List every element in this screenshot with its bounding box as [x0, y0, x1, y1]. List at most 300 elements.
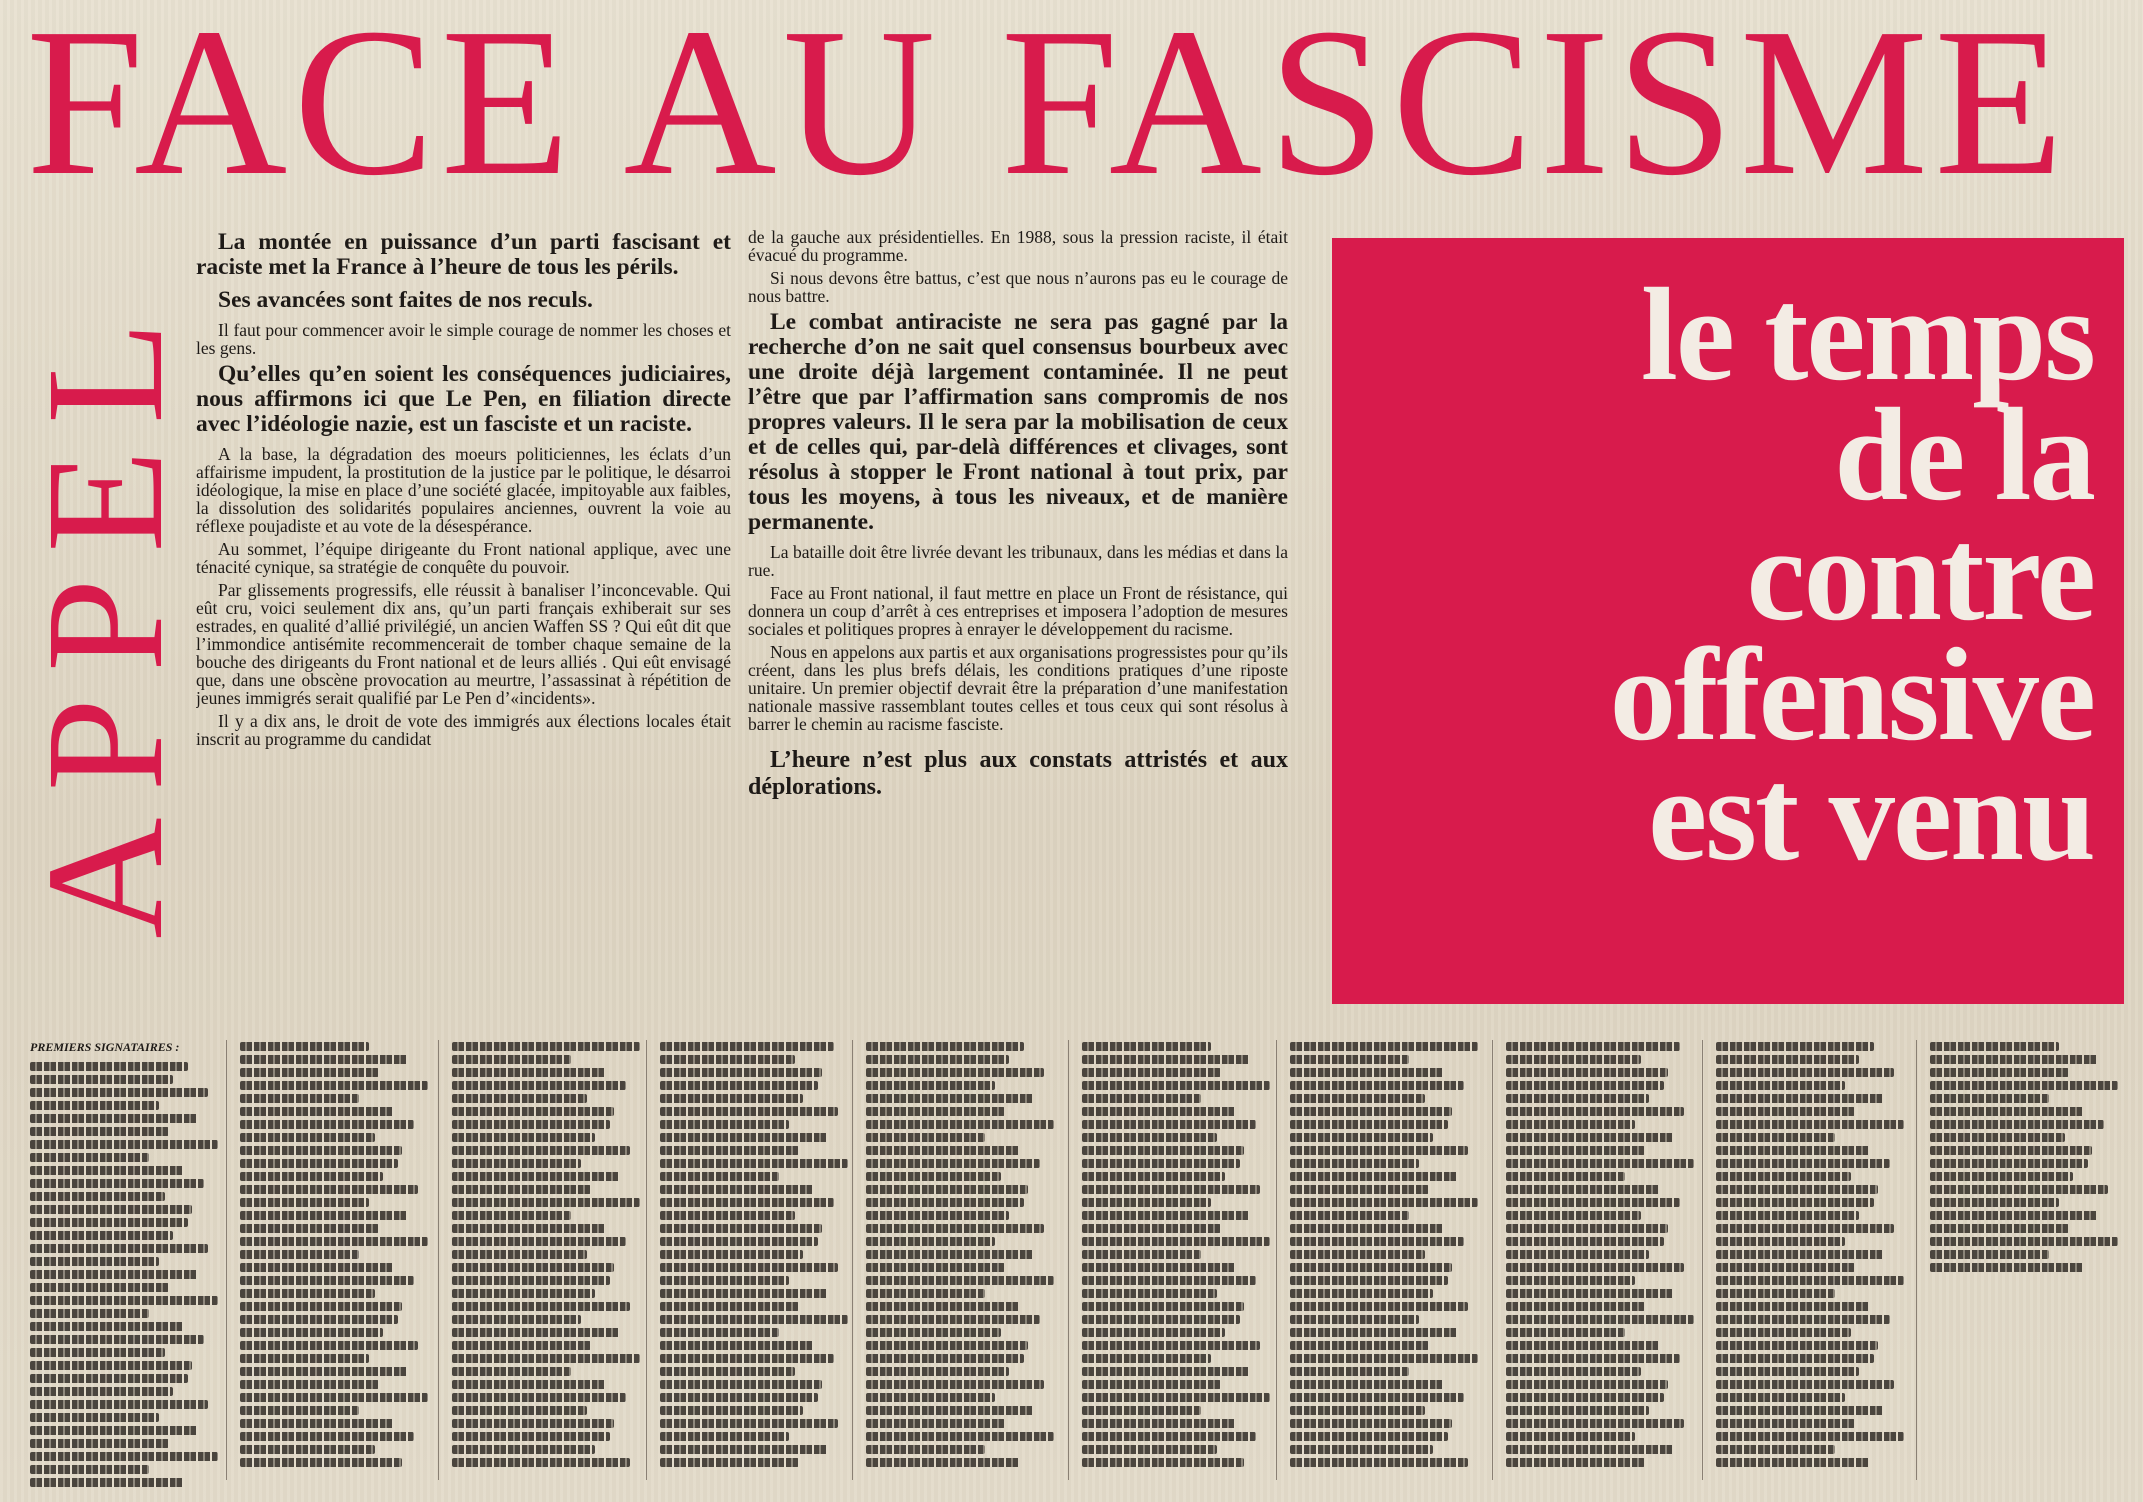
signatory-line: [30, 1374, 188, 1383]
signatory-line: [1716, 1393, 1845, 1402]
signatory-line: [660, 1380, 822, 1389]
signatory-line: [866, 1432, 1054, 1441]
signatory-line: [866, 1328, 1001, 1337]
signatory-line: [240, 1328, 383, 1337]
signatory-line: [240, 1341, 418, 1350]
signatory-line: [1930, 1120, 2104, 1129]
signatory-line: [1506, 1406, 1649, 1415]
signatory-line: [866, 1107, 1005, 1116]
signatory-line: [1716, 1133, 1835, 1142]
signatory-line: [1930, 1068, 2069, 1077]
signatory-line: [1082, 1432, 1256, 1441]
signatory-line: [1716, 1172, 1851, 1181]
signatory-line: [1716, 1354, 1874, 1363]
signatory-line: [1082, 1445, 1217, 1454]
signatory-line: [1506, 1445, 1674, 1454]
signatory-line: [1290, 1419, 1452, 1428]
signatory-line: [240, 1289, 375, 1298]
signatory-line: [1290, 1094, 1425, 1103]
signatory-line: [1930, 1055, 2098, 1064]
column-divider: [646, 1040, 647, 1480]
signatory-line: [240, 1068, 379, 1077]
signatory-line: [1930, 1237, 2118, 1246]
signatory-line: [1930, 1224, 2069, 1233]
signatory-line: [660, 1458, 799, 1467]
signatory-line: [660, 1302, 799, 1311]
signatory-line: [866, 1081, 995, 1090]
signatory-line: [452, 1276, 610, 1285]
signatory-line: [866, 1354, 1024, 1363]
signatories-column: [1082, 1042, 1280, 1482]
signatory-line: [660, 1159, 848, 1168]
signatory-line: [1290, 1224, 1444, 1233]
signatory-line: [240, 1458, 402, 1467]
signatory-line: [1290, 1328, 1458, 1337]
signatory-line: [240, 1432, 414, 1441]
signatory-line: [1716, 1341, 1878, 1350]
signatory-line: [1506, 1380, 1668, 1389]
signatory-line: [452, 1081, 626, 1090]
signatory-line: [452, 1445, 595, 1454]
signatory-line: [660, 1276, 789, 1285]
signatory-line: [240, 1211, 408, 1220]
signatory-line: [1082, 1055, 1250, 1064]
signatory-line: [240, 1406, 359, 1415]
signatory-line: [1930, 1211, 2098, 1220]
signatory-line: [660, 1094, 803, 1103]
signatory-line: [866, 1146, 1020, 1155]
signatory-line: [1716, 1211, 1859, 1220]
signatory-line: [1716, 1042, 1874, 1051]
signatory-line: [30, 1166, 184, 1175]
signatory-line: [660, 1146, 799, 1155]
paragraph: L’heure n’est plus aux constats attristés et aux déplorations.: [748, 747, 1288, 800]
signatory-line: [30, 1322, 184, 1331]
signatory-line: [1506, 1419, 1684, 1428]
signatory-line: [240, 1081, 428, 1090]
signatory-line: [452, 1341, 591, 1350]
signatory-line: [452, 1328, 620, 1337]
signatory-line: [452, 1380, 606, 1389]
signatory-line: [30, 1400, 208, 1409]
signatory-line: [30, 1244, 208, 1253]
signatory-line: [1082, 1107, 1236, 1116]
column-divider: [852, 1040, 853, 1480]
signatory-line: [866, 1172, 1001, 1181]
signatory-line: [240, 1185, 418, 1194]
signatory-line: [660, 1198, 834, 1207]
signatory-line: [1082, 1341, 1260, 1350]
signatory-line: [30, 1088, 208, 1097]
column-divider: [1702, 1040, 1703, 1480]
signatory-line: [240, 1419, 394, 1428]
signatory-line: [1082, 1237, 1270, 1246]
signatory-line: [866, 1276, 1054, 1285]
column-divider: [1068, 1040, 1069, 1480]
signatory-line: [866, 1406, 1034, 1415]
signatory-line: [1290, 1315, 1419, 1324]
signatory-line: [452, 1094, 587, 1103]
signatory-line: [30, 1205, 192, 1214]
paragraph: Par glissements progressifs, elle réussit à banaliser l’inconcevable. Qui eût cru, voici seulement dix ans, qu’un parti français exhiberait sur ses estrades, en qualité d’allié privilégié, un ancien Waffen SS ? Qui eût dit que l’immondice antisémite recommencerait de tomber chaque semaine de la bouche des dirigeants du Front national et de leurs alliés . Qui eût envisagé que, dans une obscène provocation au meurtre, l’assassinat à répétition de jeunes immigrés serait qualifié par Le Pen d’«incidents».: [196, 580, 731, 708]
vertical-title: APPEL: [12, 295, 198, 939]
column-divider: [1916, 1040, 1917, 1480]
signatory-line: [452, 1042, 640, 1051]
signatory-line: [1290, 1432, 1448, 1441]
signatory-line: [1506, 1133, 1674, 1142]
paragraph: La bataille doit être livrée devant les tribunaux, dans les médias et dans la rue.: [748, 542, 1288, 580]
signatory-line: [452, 1367, 571, 1376]
signatory-line: [30, 1179, 204, 1188]
signatory-line: [1506, 1289, 1674, 1298]
signatory-line: [1082, 1380, 1221, 1389]
signatory-line: [1082, 1120, 1256, 1129]
signatory-line: [660, 1328, 779, 1337]
signatory-line: [452, 1237, 626, 1246]
signatory-line: [1716, 1094, 1884, 1103]
signatory-line: [30, 1413, 159, 1422]
signatory-line: [30, 1101, 159, 1110]
signatory-line: [1930, 1107, 2084, 1116]
signatory-line: [30, 1075, 173, 1084]
signatory-line: [1716, 1224, 1894, 1233]
signatory-line: [30, 1153, 149, 1162]
signatory-line: [1716, 1198, 1874, 1207]
signatory-line: [866, 1380, 1044, 1389]
signatory-line: [240, 1107, 394, 1116]
signatory-line: [240, 1393, 428, 1402]
signatory-line: [660, 1081, 818, 1090]
signatory-line: [1506, 1224, 1668, 1233]
signatory-line: [1716, 1185, 1878, 1194]
signatory-line: [1290, 1159, 1419, 1168]
signatory-line: [240, 1367, 408, 1376]
paragraph: Face au Front national, il faut mettre en place un Front de résistance, qui donnera un coup d’arrêt à ces entreprises et imposera l’adoption de mesures sociales et politiques propres à enrayer le développement du racisme.: [748, 583, 1288, 639]
signatory-line: [1506, 1172, 1625, 1181]
signatory-line: [1290, 1120, 1448, 1129]
signatory-line: [1716, 1458, 1870, 1467]
signatory-line: [660, 1133, 828, 1142]
signatory-line: [452, 1068, 606, 1077]
signatory-line: [1290, 1133, 1433, 1142]
signatory-line: [866, 1094, 1034, 1103]
slogan-box: [1332, 238, 2124, 1004]
paragraph: Nous en appelons aux partis et aux organisations progressistes pour qu’ils créent, dans les plus brefs délais, les conditions pratiques d’une riposte unitaire. Un premier objectif devrait être la préparation d’une manifestation nationale massive rassemblant toutes celles et tous ceux qui sont résolus à barrer le chemin au racisme fasciste.: [748, 642, 1288, 734]
signatory-line: [1082, 1198, 1211, 1207]
signatory-line: [452, 1263, 614, 1272]
signatory-line: [1716, 1263, 1855, 1272]
signatory-line: [1506, 1328, 1625, 1337]
signatory-line: [1716, 1081, 1845, 1090]
paragraph: La montée en puissance d’un parti fascisant et raciste met la France à l’heure de tous les périls.: [196, 230, 731, 280]
signatory-line: [1082, 1133, 1217, 1142]
signatory-line: [452, 1393, 626, 1402]
signatory-line: [240, 1146, 402, 1155]
signatory-line: [30, 1348, 165, 1357]
signatory-line: [1290, 1055, 1409, 1064]
signatory-line: [240, 1354, 369, 1363]
signatory-line: [660, 1315, 848, 1324]
signatories-column: [660, 1042, 858, 1482]
signatory-line: [240, 1159, 398, 1168]
signatory-line: [1082, 1250, 1201, 1259]
signatories-column: [1930, 1042, 2128, 1482]
signatories-column: [452, 1042, 650, 1482]
paragraph: Si nous devons être battus, c’est que nous n’aurons pas eu le courage de nous battre.: [748, 268, 1288, 306]
signatory-line: [1506, 1068, 1668, 1077]
signatory-line: [1082, 1094, 1201, 1103]
signatory-line: [1930, 1133, 2065, 1142]
signatory-line: [452, 1055, 571, 1064]
signatory-line: [30, 1140, 218, 1149]
signatory-line: [1716, 1120, 1904, 1129]
paragraph: de la gauche aux présidentielles. En 1988, sous la pression raciste, il était évacué du programme.: [748, 228, 1288, 265]
signatory-line: [30, 1231, 173, 1240]
signatory-line: [660, 1185, 814, 1194]
signatory-line: [866, 1198, 1024, 1207]
signatory-line: [1506, 1302, 1645, 1311]
signatory-line: [452, 1211, 571, 1220]
signatory-line: [866, 1250, 1034, 1259]
signatory-line: [1716, 1146, 1870, 1155]
signatory-line: [1290, 1068, 1444, 1077]
signatory-line: [1290, 1237, 1464, 1246]
signatory-line: [1082, 1146, 1244, 1155]
signatories-column: [1290, 1042, 1488, 1482]
signatory-line: [1930, 1146, 2092, 1155]
signatory-line: [30, 1309, 149, 1318]
signatory-line: [240, 1302, 402, 1311]
signatory-line: [1716, 1055, 1859, 1064]
slogan-text: le temps de la contre offensive est venu: [1609, 260, 2094, 888]
signatory-line: [866, 1458, 1020, 1467]
signatory-line: [866, 1367, 1009, 1376]
signatory-line: [1506, 1146, 1645, 1155]
signatory-line: [1082, 1042, 1211, 1051]
signatory-line: [1930, 1094, 2049, 1103]
signatory-line: [1082, 1159, 1240, 1168]
signatory-line: [1082, 1419, 1236, 1428]
signatory-line: [30, 1335, 204, 1344]
signatory-line: [1716, 1367, 1859, 1376]
signatory-line: [1930, 1172, 2073, 1181]
signatory-line: [1506, 1211, 1641, 1220]
signatory-line: [660, 1211, 795, 1220]
signatory-line: [1506, 1185, 1660, 1194]
signatory-line: [452, 1315, 581, 1324]
signatory-line: [1290, 1081, 1464, 1090]
vertical-title-area: [12, 232, 198, 1002]
paragraph: Il y a dix ans, le droit de vote des immigrés aux élections locales était inscrit au programme du candidat: [196, 711, 731, 749]
signatory-line: [452, 1250, 587, 1259]
signatory-line: [660, 1120, 789, 1129]
signatory-line: [1716, 1328, 1851, 1337]
signatory-line: [30, 1218, 188, 1227]
signatory-line: [240, 1276, 414, 1285]
signatory-line: [866, 1068, 1044, 1077]
column-divider: [1492, 1040, 1493, 1480]
signatory-line: [240, 1224, 379, 1233]
signatory-line: [1290, 1354, 1478, 1363]
signatory-line: [1716, 1380, 1894, 1389]
signatory-line: [30, 1361, 192, 1370]
signatory-line: [1290, 1185, 1429, 1194]
signatory-line: [1506, 1458, 1645, 1467]
signatory-line: [1716, 1276, 1904, 1285]
signatory-line: [30, 1296, 218, 1305]
signatories-column: [1506, 1042, 1704, 1482]
signatory-line: [1716, 1406, 1884, 1415]
signatory-line: [1930, 1159, 2088, 1168]
signatory-line: [1506, 1094, 1649, 1103]
paragraph: Au sommet, l’équipe dirigeante du Front national applique, avec une ténacité cynique, sa stratégie de conquête du pouvoir.: [196, 539, 731, 577]
signatory-line: [1082, 1458, 1244, 1467]
signatory-line: [660, 1393, 818, 1402]
signatory-line: [1716, 1445, 1835, 1454]
signatory-line: [30, 1465, 149, 1474]
signatory-line: [1506, 1107, 1684, 1116]
signatory-line: [660, 1354, 834, 1363]
signatory-line: [1290, 1289, 1433, 1298]
signatory-line: [240, 1445, 375, 1454]
signatory-line: [866, 1185, 1028, 1194]
signatories-column: [1716, 1042, 1914, 1482]
signatory-line: [1290, 1250, 1425, 1259]
signatory-line: [30, 1192, 165, 1201]
signatory-line: [30, 1452, 218, 1461]
signatory-line: [1506, 1055, 1641, 1064]
signatory-line: [1930, 1042, 2059, 1051]
signatory-line: [1082, 1328, 1225, 1337]
signatory-line: [1290, 1445, 1433, 1454]
signatory-line: [1716, 1302, 1870, 1311]
signatory-line: [866, 1341, 1028, 1350]
column-divider: [226, 1040, 227, 1480]
signatory-line: [866, 1445, 985, 1454]
signatory-line: [866, 1419, 1005, 1428]
signatory-line: [1506, 1198, 1680, 1207]
paragraph: Il faut pour commencer avoir le simple courage de nommer les choses et les gens.: [196, 320, 731, 358]
article-column-left: [196, 230, 731, 1015]
signatory-line: [1082, 1315, 1240, 1324]
signatory-line: [660, 1068, 822, 1077]
signatory-line: [452, 1224, 606, 1233]
signatory-line: [452, 1146, 630, 1155]
signatory-line: [1930, 1081, 2118, 1090]
signatory-line: [1930, 1198, 2059, 1207]
signatory-line: [240, 1250, 359, 1259]
signatory-line: [1290, 1302, 1468, 1311]
signatory-line: [1290, 1458, 1468, 1467]
signatory-line: [660, 1055, 795, 1064]
signatory-line: [1082, 1081, 1270, 1090]
signatory-line: [660, 1419, 838, 1428]
signatory-line: [660, 1250, 803, 1259]
signatory-line: [1082, 1068, 1221, 1077]
signatory-line: [452, 1406, 587, 1415]
signatory-line: [1290, 1367, 1409, 1376]
signatory-line: [866, 1120, 1054, 1129]
signatory-line: [660, 1172, 779, 1181]
signatory-line: [1716, 1432, 1904, 1441]
signatory-line: [1506, 1263, 1684, 1272]
signatory-line: [660, 1042, 834, 1051]
signatory-line: [1506, 1341, 1660, 1350]
signatory-line: [30, 1439, 169, 1448]
signatory-line: [1082, 1172, 1225, 1181]
signatory-line: [452, 1432, 610, 1441]
signatory-line: [1506, 1315, 1694, 1324]
signatory-line: [1082, 1367, 1250, 1376]
signatory-line: [1506, 1081, 1664, 1090]
signatory-line: [30, 1283, 169, 1292]
signatory-line: [1506, 1367, 1641, 1376]
signatory-line: [866, 1315, 1040, 1324]
signatory-line: [1716, 1159, 1890, 1168]
signatory-line: [1082, 1185, 1260, 1194]
signatory-line: [1290, 1276, 1448, 1285]
signatory-line: [1506, 1159, 1694, 1168]
signatory-line: [452, 1302, 630, 1311]
signatory-line: [866, 1055, 1009, 1064]
signatory-line: [1290, 1042, 1478, 1051]
signatories-title: PREMIERS SIGNATAIRES :: [30, 1040, 180, 1054]
signatory-line: [240, 1055, 408, 1064]
signatory-line: [1506, 1120, 1635, 1129]
signatory-line: [1082, 1406, 1201, 1415]
signatory-line: [1290, 1380, 1444, 1389]
signatory-line: [1290, 1341, 1429, 1350]
signatory-line: [866, 1042, 1024, 1051]
signatory-line: [452, 1107, 614, 1116]
signatory-line: [1506, 1354, 1680, 1363]
signatory-line: [240, 1120, 414, 1129]
signatory-line: [240, 1263, 394, 1272]
signatory-line: [1716, 1419, 1855, 1428]
signatory-line: [1082, 1276, 1256, 1285]
signatory-line: [240, 1094, 359, 1103]
signatory-line: [660, 1289, 828, 1298]
paragraph: Qu’elles qu’en soient les conséquences judiciaires, nous affirmons ici que Le Pen, en filiation directe avec l’idéologie nazie, est un fasciste et un raciste.: [196, 361, 731, 437]
signatory-line: [1930, 1250, 2049, 1259]
signatory-line: [1506, 1250, 1649, 1259]
signatory-line: [452, 1133, 595, 1142]
signatory-line: [240, 1172, 383, 1181]
signatory-line: [452, 1419, 614, 1428]
signatory-line: [1506, 1237, 1664, 1246]
signatory-line: [30, 1426, 198, 1435]
signatory-line: [1290, 1211, 1409, 1220]
signatory-line: [240, 1133, 375, 1142]
signatory-line: [240, 1315, 398, 1324]
signatory-line: [240, 1042, 369, 1051]
signatory-line: [1082, 1354, 1211, 1363]
signatory-line: [1290, 1393, 1464, 1402]
signatory-line: [452, 1172, 620, 1181]
signatory-line: [866, 1224, 1044, 1233]
signatory-line: [660, 1367, 795, 1376]
signatory-line: [452, 1159, 581, 1168]
signatory-line: [660, 1432, 789, 1441]
signatory-line: [1716, 1250, 1884, 1259]
signatory-line: [1506, 1432, 1635, 1441]
headline: FACE AU FASCISME: [26, 0, 2070, 219]
signatory-line: [30, 1478, 184, 1487]
column-divider: [1276, 1040, 1277, 1480]
paragraph: Ses avancées sont faites de nos reculs.: [218, 287, 593, 313]
signatory-line: [1082, 1302, 1244, 1311]
signatory-line: [660, 1263, 838, 1272]
